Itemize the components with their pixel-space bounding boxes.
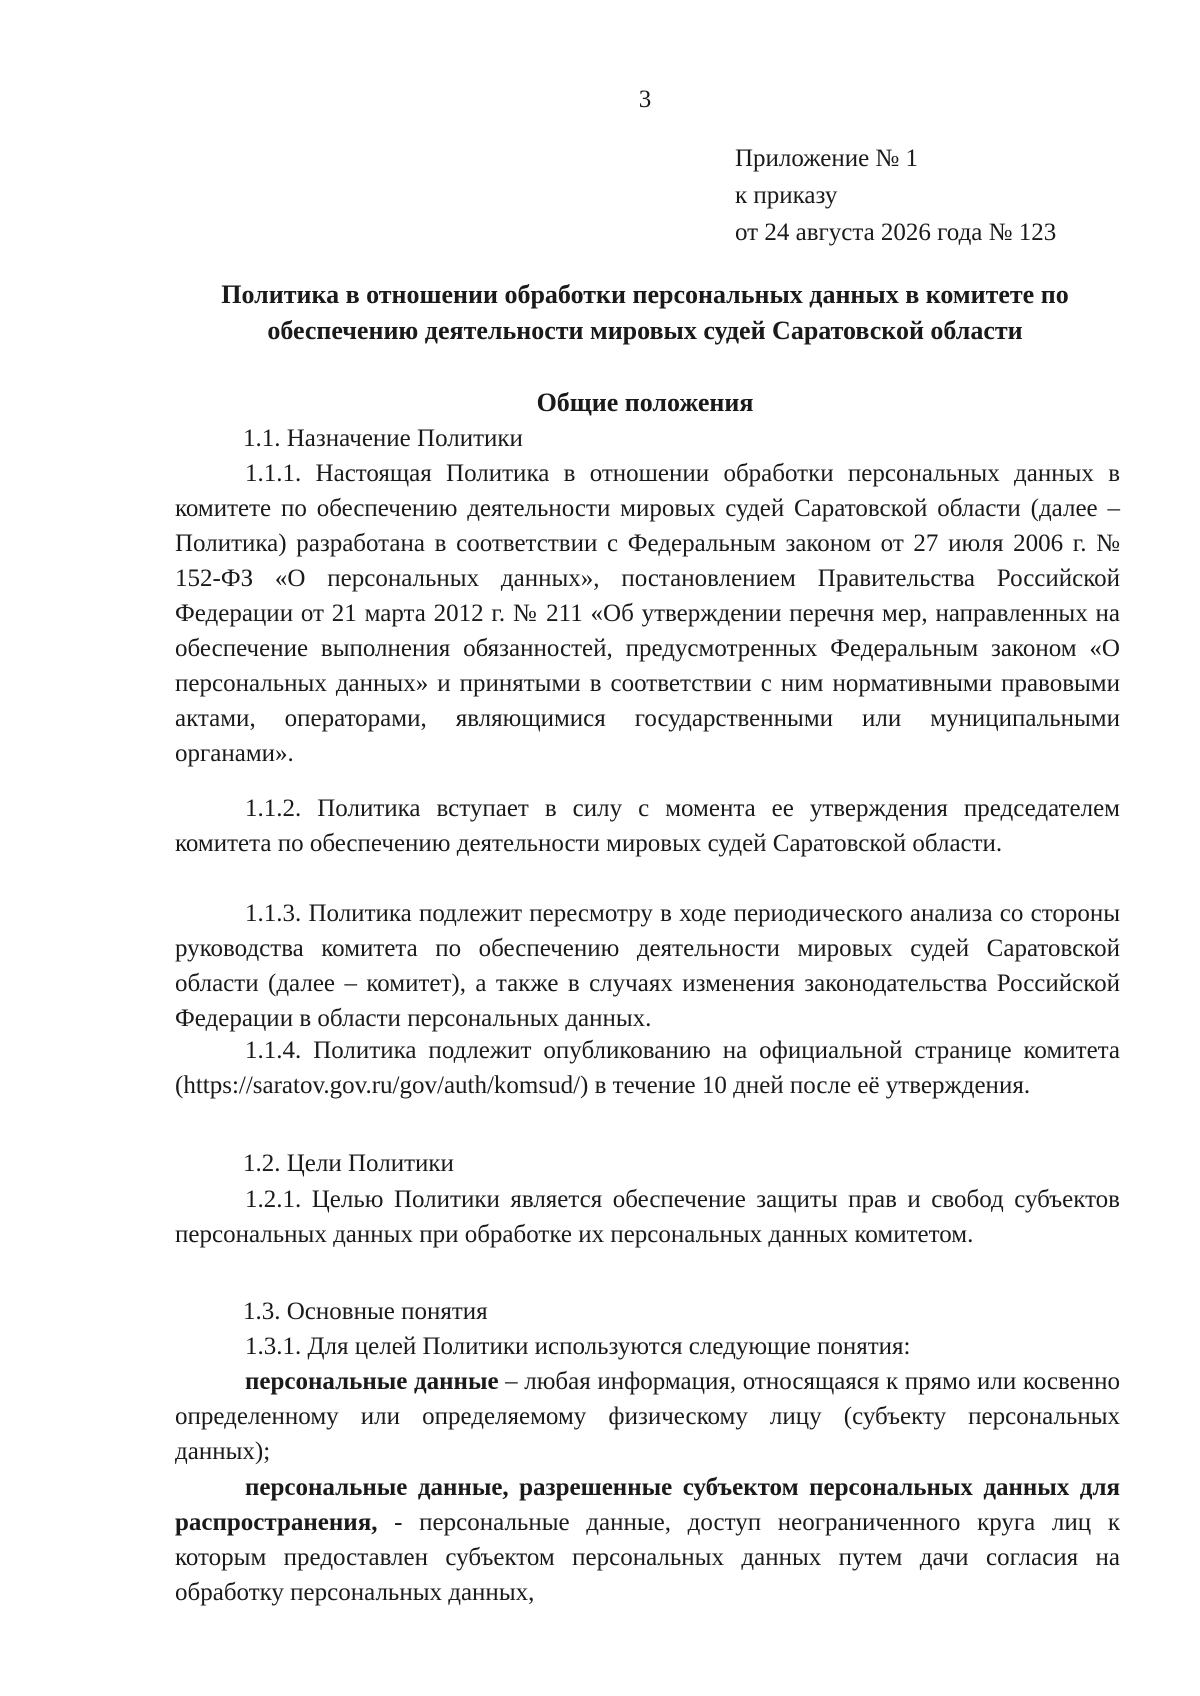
appendix-line-2: к приказу: [735, 182, 838, 209]
paragraph-1-1-1: 1.1.1. Настоящая Политика в отношении обработки персональных данных в комитете по обеспечению деятельности мировых судей Саратовской области (далее – Политика) разработана в соответствии с Федеральным законом от 27 июля 2006 г. № 152-ФЗ «О персональных данных», постановлением Правительства Российской Федерации от 21 марта 2012 г. № 211 «Об утверждении перечня мер, направленных на обеспечение выполнения обязанностей, предусмотренных Федеральным законом «О персональных данных» и принятыми в соответствии с ним нормативными правовыми актами, операторами, являющимися государственными или муниципальными органами».: [175, 460, 1120, 767]
appendix-block: [735, 140, 1056, 251]
paragraph-1-1-3: 1.1.3. Политика подлежит пересмотру в ходе периодического анализа со стороны руководства комитета по обеспечению деятельности мировых судей Саратовской области (далее – комитет), а также в случаях изменения законодательства Российской Федерации в области персональных данных.: [175, 900, 1120, 1032]
definition-public-personal-data: [175, 1470, 1120, 1610]
section-heading: Общие положения: [536, 388, 754, 417]
paragraph-1-1-4: 1.1.4. Политика подлежит опубликованию на официальной странице комитета (https://saratov.gov.ru/gov/auth/komsud/) в течение 10 дней после её утверждения.: [175, 1037, 1120, 1099]
subsection-1-2-heading: 1.2. Цели Политики: [243, 1150, 454, 1177]
subsection-1-1-heading: 1.1. Назначение Политики: [243, 425, 523, 452]
appendix-line-1: Приложение № 1: [735, 145, 919, 172]
paragraph-1-1-2: 1.1.2. Политика вступает в силу с момента ее утверждения председателем комитета по обеспечению деятельности мировых судей Саратовской области.: [175, 795, 1120, 857]
definition-term: персональные данные, разрешенные субъектом персональных данных для распространения,: [175, 1474, 1120, 1536]
paragraph-1-2-1: 1.2.1. Целью Политики является обеспечение защиты прав и свобод субъектов персональных данных при обработке их персональных данных комитетом.: [175, 1186, 1120, 1248]
definition-text: - персональные данные, доступ неограниченного круга лиц к которым предоставлен субъектом персональных данных путем дачи согласия на обработку персональных данных,: [175, 1509, 1120, 1606]
paragraph-1-3-1: 1.3.1. Для целей Политики используются следующие понятия:: [245, 1333, 911, 1360]
appendix-line-3: от 24 августа 2026 года № 123: [735, 219, 1057, 246]
subsection-1-3-heading: 1.3. Основные понятия: [243, 1298, 488, 1325]
page-number: 3: [638, 86, 652, 113]
document-title: Политика в отношении обработки персональных данных в комитете по обеспечению деятельности мировых судей Саратовской области: [221, 280, 1069, 345]
definition-term: персональные данные: [245, 1368, 499, 1395]
definition-text: – любая информация, относящаяся к прямо или косвенно определенному или определяемому физическому лицу (субъекту персональных данных);: [175, 1368, 1120, 1465]
definition-personal-data: [175, 1364, 1120, 1469]
